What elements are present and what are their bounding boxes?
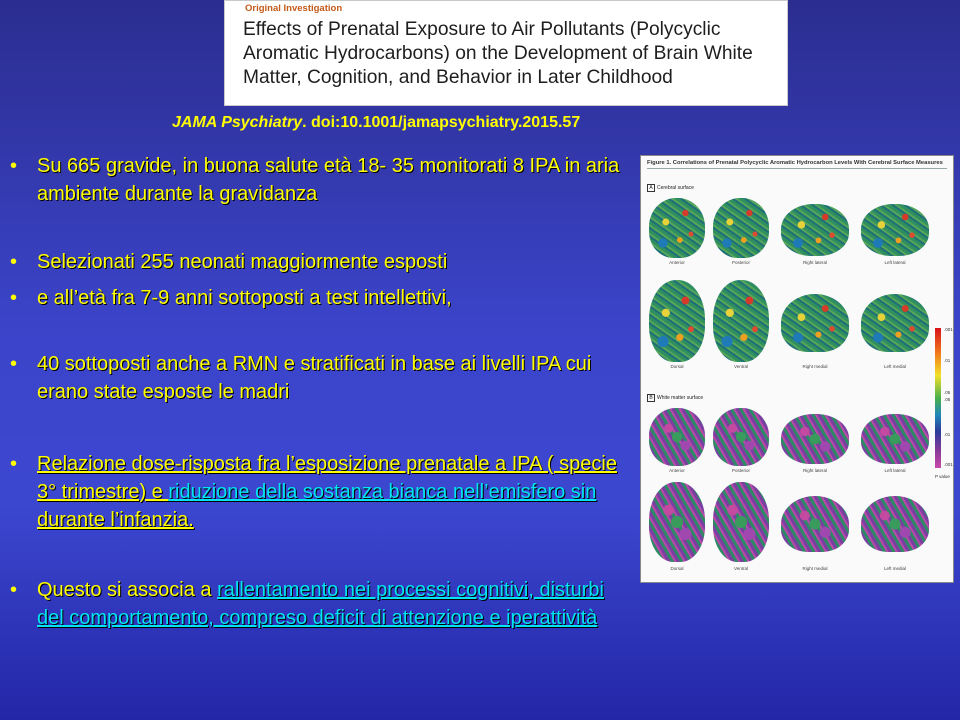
bullet-text: 40 sottoposti anche a RMN e stratificati in base ai livelli IPA cui erano state esposte le madri	[37, 353, 592, 403]
view-label: Left medial	[883, 566, 906, 571]
bullet-dot: •	[10, 155, 18, 177]
view-label: Right medial	[802, 566, 828, 571]
p-value-colorbar	[935, 328, 941, 468]
brain-figure	[640, 155, 954, 583]
brain-anterior	[649, 198, 705, 258]
bullet-dot: •	[10, 251, 18, 273]
wm-left-medial	[861, 496, 929, 552]
view-label: Posterior	[731, 260, 750, 265]
bullet-dot: •	[10, 579, 18, 601]
wm-dorsal	[649, 482, 705, 562]
colorbar-tick: .05	[944, 390, 951, 395]
view-label: Dorsal	[670, 566, 684, 571]
section-a-label: A Cerebral surface	[647, 184, 694, 192]
view-label: Left medial	[883, 364, 906, 369]
view-label: Dorsal	[670, 364, 684, 369]
brain-right-lateral	[781, 204, 849, 256]
bullet-link-text[interactable]: rallentamento nei processi cognitivi, disturbi del comportamento, compreso deficit di attenzione e iperattività	[37, 579, 604, 629]
bullet-text: Selezionati 255 neonati maggiormente esposti	[37, 251, 448, 273]
colorbar-tick: .001	[944, 327, 953, 332]
view-label: Ventral	[733, 566, 748, 571]
colorbar-tick: .05	[944, 397, 951, 402]
brain-right-medial	[781, 294, 849, 352]
bullet-link-text[interactable]: riduzione della sostanza bianca nell’emisfero sin	[168, 481, 597, 503]
brain-left-medial	[861, 294, 929, 352]
view-label: Anterior	[669, 260, 685, 265]
view-label: Posterior	[731, 468, 750, 473]
bullet-text: e all’età fra 7-9 anni sottoposti a test intellettivi,	[37, 287, 452, 309]
wm-right-lateral	[781, 414, 849, 464]
bullet-underlined-text: durante l’infanzia.	[37, 509, 194, 531]
bullet-text: Su 665 gravide, in buona salute età 18- 35 monitorati 8 IPA in aria ambiente durante la gravidanza	[37, 155, 620, 205]
view-label: Right medial	[802, 364, 828, 369]
journal-name: JAMA Psychiatry	[172, 114, 303, 131]
brain-ventral	[713, 280, 769, 362]
colorbar-label: P value	[935, 474, 950, 479]
article-header	[224, 0, 788, 106]
colorbar-tick: .001	[944, 462, 953, 467]
view-label: Right lateral	[802, 468, 827, 473]
wm-left-lateral	[861, 414, 929, 464]
bullet-underlined-text: Relazione dose-risposta fra l’esposizione prenatale a IPA ( specie 3° trimestre) e	[37, 453, 617, 503]
view-label: Ventral	[733, 364, 748, 369]
figure-caption: Figure 1. Correlations of Prenatal Polycyclic Aromatic Hydrocarbon Levels With Cerebral Surface Measures	[647, 160, 947, 169]
view-label: Left lateral	[884, 468, 906, 473]
colorbar-tick: .01	[944, 432, 951, 437]
wm-right-medial	[781, 496, 849, 552]
brain-left-lateral	[861, 204, 929, 256]
bullet-plain-text: Questo si associa a	[37, 579, 218, 601]
wm-ventral	[713, 482, 769, 562]
wm-anterior	[649, 408, 705, 466]
doi-text: . doi:10.1001/jamapsychiatry.2015.57	[302, 114, 581, 131]
article-title: Effects of Prenatal Exposure to Air Pollutants (Polycyclic Aromatic Hydrocarbons) on the Development of Brain White Matter, Cognition, and Behavior in Later Childhood	[243, 19, 753, 88]
view-label: Right lateral	[802, 260, 827, 265]
citation	[172, 114, 580, 132]
bullet-text	[37, 576, 622, 632]
colorbar-tick: .01	[944, 358, 951, 363]
article-type-label: Original Investigation	[245, 3, 343, 14]
brain-posterior	[713, 198, 769, 258]
bullet-dot: •	[10, 287, 18, 309]
brain-dorsal	[649, 280, 705, 362]
view-label: Left lateral	[884, 260, 906, 265]
wm-posterior	[713, 408, 769, 466]
bullet-dot: •	[10, 453, 18, 475]
bullet-dot: •	[10, 353, 18, 375]
bullet-text	[37, 450, 622, 534]
section-b-label: B White matter surface	[647, 394, 703, 402]
view-label: Anterior	[669, 468, 685, 473]
